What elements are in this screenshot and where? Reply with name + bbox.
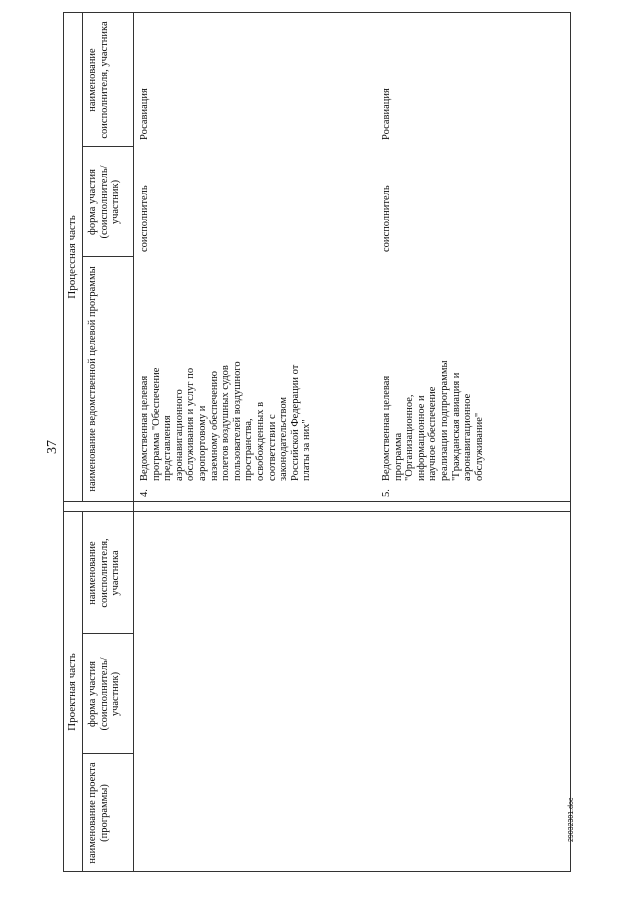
right-section-divider — [82, 12, 83, 502]
table-right-border — [63, 12, 571, 13]
left-col-divider-2 — [82, 633, 133, 634]
project-section-title: Проектная часть — [66, 653, 78, 731]
table-bottom-border — [570, 12, 571, 872]
header-program-name: наименование ведомственной целевой программы — [87, 266, 98, 492]
process-section-title: Процессная часть — [66, 215, 78, 299]
mid-divider-b — [63, 501, 571, 502]
row-4-number: 4. — [139, 489, 150, 497]
header-right-coexecutor-name: наименование соисполнителя, участника — [87, 21, 110, 139]
right-col-divider-1 — [82, 256, 133, 257]
table-left-border — [63, 871, 571, 872]
mid-divider-a — [63, 511, 571, 512]
row-5-form: соисполнитель — [381, 185, 392, 252]
header-left-participation-form: форма участия (соисполнитель/ участник) — [87, 657, 122, 731]
header-left-coexecutor-name: наименование соисполнителя, участника — [87, 538, 122, 608]
header-bottom-border — [133, 12, 134, 872]
row-5-number: 5. — [381, 489, 392, 497]
rotated-page — [45, 12, 585, 872]
row-4-program: Ведомственная целевая программа "Обеспечение представления аэронавигационного обслуживания и услуг по аэропортовому и наземному обеспечению полетов воздушных судов пользователей воздушного пространства, освобожденных в соответствии с законодательством Российской Федерации от платы за них" — [139, 361, 313, 481]
row-5-coexecutor: Росавиация — [381, 88, 392, 140]
row-5-program: Ведомственная целевая программа "Организационное, информационное и научное обеспечение реализации подпрограммы "Гражданская авиация и аэронавигационное обслуживание" — [381, 360, 485, 481]
header-right-participation-form: форма участия (соисполнитель/ участник) — [87, 165, 122, 239]
table-top-border — [63, 12, 64, 872]
row-4-form: соисполнитель — [139, 185, 150, 252]
left-section-divider — [82, 512, 83, 872]
right-col-divider-2 — [82, 146, 133, 147]
header-project-name: наименование проекта (программы) — [87, 762, 110, 864]
row-4-coexecutor: Росавиация — [139, 88, 150, 140]
page-number: 37 — [45, 440, 60, 454]
document-id: 29032301.doc — [568, 797, 575, 842]
left-col-divider-1 — [82, 753, 133, 754]
